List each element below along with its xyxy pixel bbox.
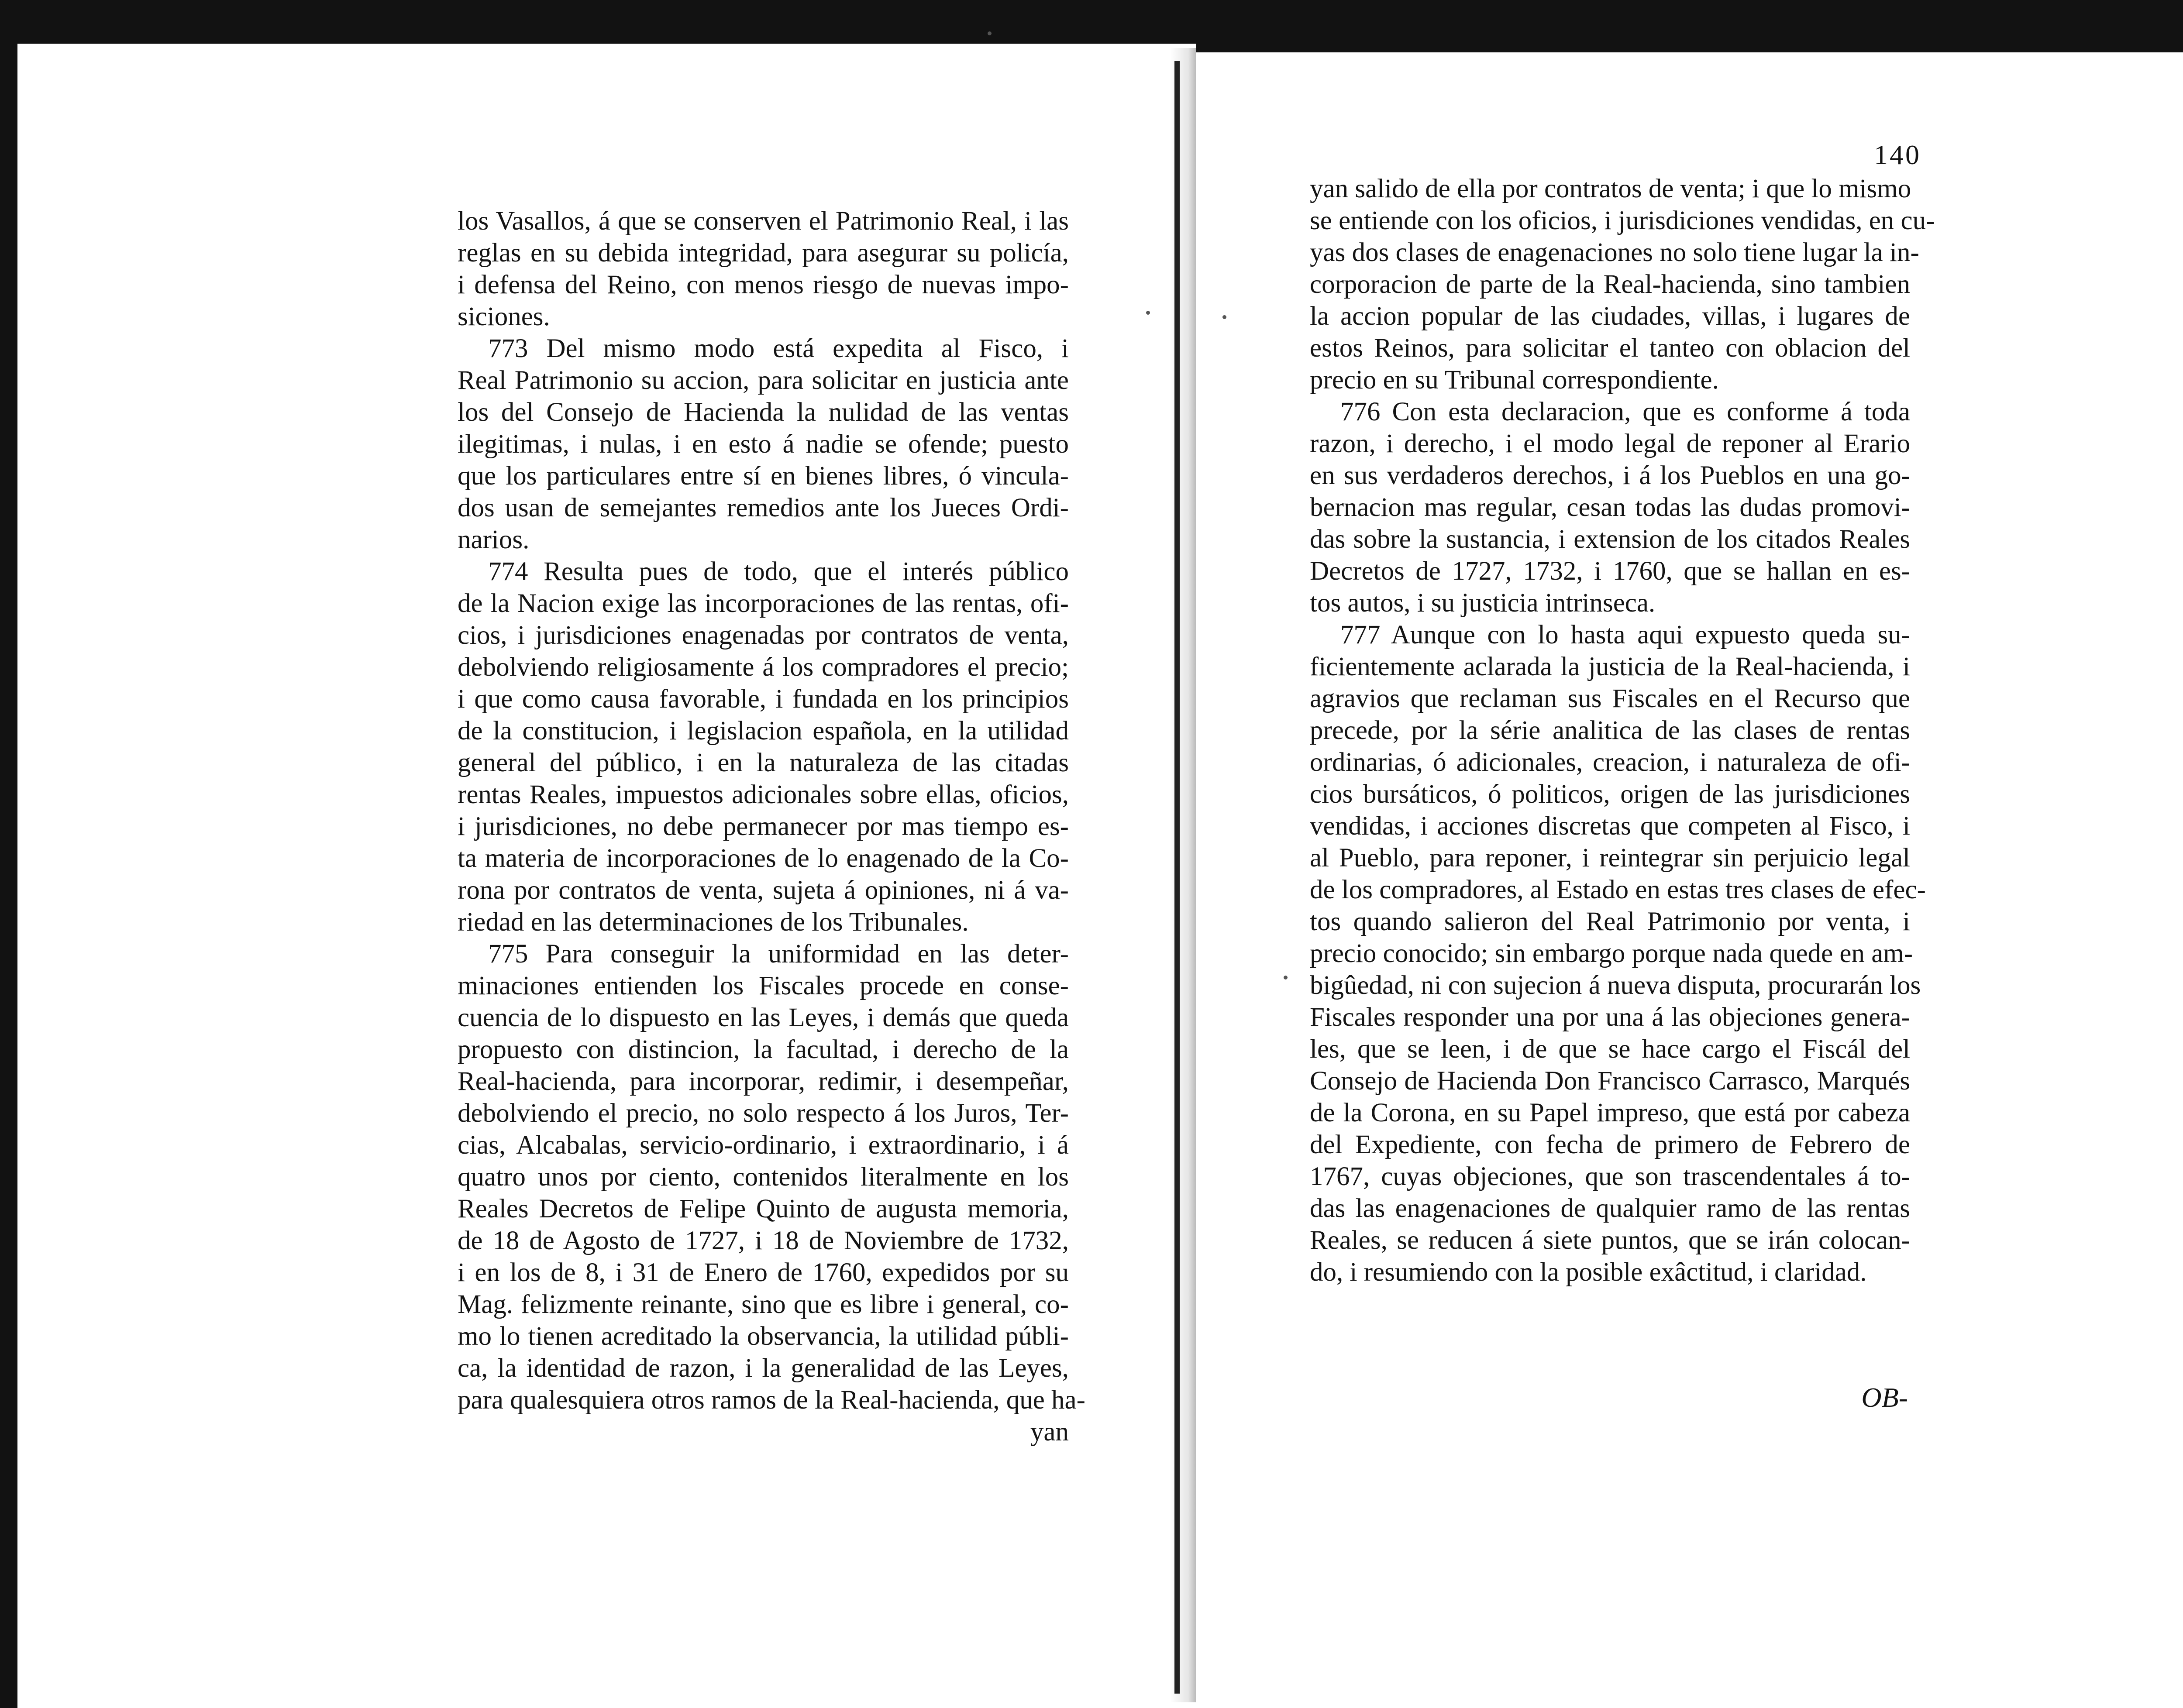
text-line: cuencia de lo dispuesto en las Leyes, i demás que queda [458, 1003, 1069, 1032]
text-line: les, que se leen, i de que se hace cargo el Fiscál del [1310, 1034, 1910, 1064]
text-line: yan [1030, 1417, 1069, 1447]
ink-speck [1284, 976, 1288, 979]
catchword: OB- [1861, 1382, 1908, 1413]
text-line: de la constitucion, i legislacion española, en la utilidad [458, 716, 1069, 746]
text-line: i jurisdiciones, no debe permanecer por mas tiempo es- [458, 812, 1069, 841]
text-line: ordinarias, ó adicionales, creacion, i naturaleza de ofi- [1310, 748, 1910, 777]
text-line: cios bursáticos, ó politicos, origen de las jurisdiciones [1310, 780, 1910, 809]
text-line: siciones. [458, 302, 550, 331]
text-line: de la Nacion exige las incorporaciones de las rentas, ofi- [458, 589, 1069, 618]
text-line: ca, la identidad de razon, i la generalidad de las Leyes, [458, 1354, 1069, 1383]
text-line: precio en su Tribunal correspondiente. [1310, 365, 1719, 395]
ink-speck [1146, 311, 1150, 315]
text-line: razon, i derecho, i el modo legal de reponer al Erario [1310, 429, 1910, 458]
text-line: ta materia de incorporaciones de lo enagenado de la Co- [458, 844, 1069, 873]
text-line: 775 Para conseguir la uniformidad en las deter- [488, 939, 1069, 969]
text-line: se entiende con los oficios, i jurisdiciones vendidas, en cu- [1310, 206, 1935, 235]
text-line: reglas en su debida integridad, para asegurar su policía, [458, 238, 1069, 268]
text-line: rona por contratos de venta, sujeta á opiniones, ni á va- [458, 876, 1069, 905]
text-line: los Vasallos, á que se conserven el Patrimonio Real, i las [458, 206, 1069, 236]
text-line: que los particulares entre sí en bienes libres, ó vincula- [458, 461, 1069, 491]
text-line: i defensa del Reino, con menos riesgo de nuevas impo- [458, 270, 1069, 299]
text-line: para qualesquiera otros ramos de la Real-hacienda, que ha- [458, 1385, 1085, 1415]
text-line: cias, Alcabalas, servicio-ordinario, i extraordinario, i á [458, 1131, 1069, 1160]
text-line: yas dos clases de enagenaciones no solo tiene lugar la in- [1310, 238, 1919, 267]
text-line: cios, i jurisdiciones enagenadas por contratos de venta, [458, 621, 1069, 650]
text-line: Real Patrimonio su accion, para solicitar en justicia ante [458, 366, 1069, 395]
text-line: Mag. felizmente reinante, sino que es libre i general, co- [458, 1290, 1069, 1319]
text-line: al Pueblo, para reponer, i reintegrar sin perjuicio legal [1310, 843, 1910, 873]
text-line: vendidas, i acciones discretas que competen al Fisco, i [1310, 811, 1910, 841]
text-line: de la Corona, en su Papel impreso, que está por cabeza [1310, 1098, 1910, 1127]
text-line: debolviendo religiosamente á los compradores el precio; [458, 653, 1069, 682]
text-line: los del Consejo de Hacienda la nulidad de las ventas [458, 398, 1069, 427]
text-line: precio conocido; sin embargo porque nada quede en am- [1310, 939, 1913, 968]
text-line: minaciones entienden los Fiscales procede en conse- [458, 971, 1069, 1000]
text-line: Reales, se reducen á siete puntos, que se irán colocan- [1310, 1226, 1910, 1255]
text-line: precede, por la série analitica de las clases de rentas [1310, 716, 1910, 745]
text-line: ilegitimas, i nulas, i en esto á nadie se ofende; puesto [458, 430, 1069, 459]
text-line: bernacion mas regular, cesan todas las dudas promovi- [1310, 493, 1910, 522]
text-line: ficientemente aclarada la justicia de la Real-hacienda, i [1310, 652, 1910, 681]
text-line: 773 Del mismo modo está expedita al Fisco, i [488, 334, 1069, 363]
text-line: riedad en las determinaciones de los Tribunales. [458, 907, 969, 937]
text-line: Reales Decretos de Felipe Quinto de augusta memoria, [458, 1194, 1069, 1223]
text-line: das las enagenaciones de qualquier ramo de las rentas [1310, 1194, 1910, 1223]
text-line: en sus verdaderos derechos, i á los Pueblos en una go- [1310, 461, 1910, 490]
text-line: 777 Aunque con lo hasta aqui expuesto queda su- [1340, 620, 1910, 650]
text-line: Decretos de 1727, 1732, i 1760, que se hallan en es- [1310, 557, 1910, 586]
book-gutter-shadow [1170, 48, 1196, 1702]
text-line: 774 Resulta pues de todo, que el interés público [488, 557, 1069, 586]
text-line: corporacion de parte de la Real-hacienda, sino tambien [1310, 270, 1910, 299]
text-line: quatro unos por ciento, contenidos literalmente en los [458, 1162, 1069, 1192]
text-line: Consejo de Hacienda Don Francisco Carrasco, Marqués [1310, 1066, 1910, 1096]
text-line: bigûedad, ni con sujecion á nueva disputa, procurarán los [1310, 971, 1921, 1000]
text-line: mo lo tienen acreditado la observancia, la utilidad públi- [458, 1322, 1069, 1351]
ink-speck [1222, 315, 1226, 319]
text-line: la accion popular de las ciudades, villas, i lugares de [1310, 302, 1910, 331]
text-line: general del público, i en la naturaleza de las citadas [458, 748, 1069, 777]
text-line: narios. [458, 525, 530, 554]
text-line: i en los de 8, i 31 de Enero de 1760, expedidos por su [458, 1258, 1069, 1287]
text-line: i que como causa favorable, i fundada en los principios [458, 684, 1069, 714]
text-line: agravios que reclaman sus Fiscales en el Recurso que [1310, 684, 1910, 713]
text-line: do, i resumiendo con la posible exâctitud, i claridad. [1310, 1258, 1867, 1287]
text-line: tos autos, i su justicia intrinseca. [1310, 588, 1656, 618]
text-line: debolviendo el precio, no solo respecto á los Juros, Ter- [458, 1099, 1069, 1128]
page-number: 140 [1874, 139, 1921, 170]
book-gutter [1174, 61, 1180, 1694]
text-line: das sobre la sustancia, i extension de los citados Reales [1310, 525, 1910, 554]
text-line: estos Reinos, para solicitar el tanteo con oblacion del [1310, 333, 1910, 363]
text-line: Fiscales responder una por una á las objeciones genera- [1310, 1003, 1910, 1032]
text-line: 776 Con esta declaracion, que es conforme á toda [1340, 397, 1910, 426]
right-page-text [1310, 173, 1935, 1288]
ink-speck [988, 31, 992, 35]
text-line: rentas Reales, impuestos adicionales sobre ellas, oficios, [458, 780, 1069, 809]
text-line: 1767, cuyas objeciones, que son trascendentales á to- [1310, 1162, 1910, 1191]
text-line: yan salido de ella por contratos de venta; i que lo mismo [1310, 174, 1911, 203]
text-line: tos quando salieron del Real Patrimonio por venta, i [1310, 907, 1910, 936]
text-line: del Expediente, con fecha de primero de Febrero de [1310, 1130, 1910, 1159]
text-line: dos usan de semejantes remedios ante los Jueces Ordi- [458, 493, 1069, 522]
text-line: de los compradores, al Estado en estas tres clases de efec- [1310, 875, 1926, 904]
text-line: propuesto con distincion, la facultad, i derecho de la [458, 1035, 1069, 1064]
left-page-text [458, 205, 1085, 1448]
text-line: de 18 de Agosto de 1727, i 18 de Noviembre de 1732, [458, 1226, 1069, 1255]
text-line: Real-hacienda, para incorporar, redimir, i desempeñar, [458, 1067, 1069, 1096]
